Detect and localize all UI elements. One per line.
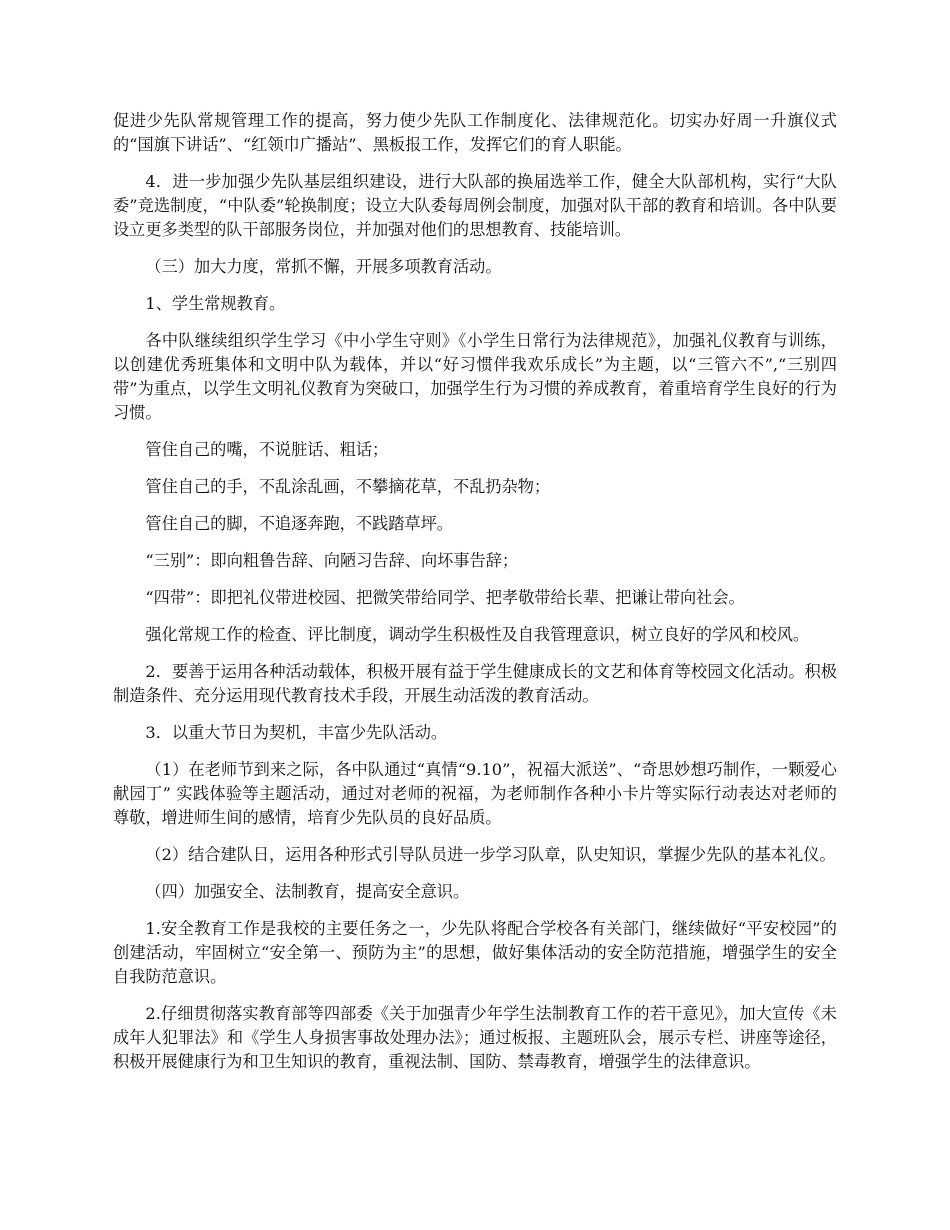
- section-heading-3: （三）加大力度，常抓不懈，开展多项教育活动。: [145, 257, 502, 276]
- paragraph-safety-1: 1.安全教育工作是我校的主要任务之一，少先队将配合学校各有关部门，继续做好“平安校园”的创建活动，牢固树立“安全第一、预防为主”的思想，做好集体活动的安全防范措施，增强学生的安全自我防范意识。: [113, 919, 837, 986]
- paragraph-founding-day: （2）结合建队日，运用各种形式引导队员进一步学习队章，队史知识，掌握少先队的基本礼仪。: [145, 845, 836, 864]
- paragraph-item-2-activities: 2．要善于运用各种活动载体，积极开展有益于学生健康成长的文艺和体育等校园文化活动。积极制造条件、充分运用现代教育技术手段，开展生动活泼的教育活动。: [113, 662, 837, 705]
- rule-feet: 管住自己的脚，不追逐奔跑，不践踏草坪。: [145, 514, 453, 533]
- paragraph-teachers-day: （1）在老师节到来之际，各中队通过“真情“9.10”，祝福大派送”、“奇思妙想巧制作，一颗爱心献园丁” 实践体验等主题活动，通过对老师的祝福，为老师制作各种小卡片等实际行动表达对老师的尊敬，增进师生间的感情，培育少先队员的良好品质。: [113, 760, 837, 827]
- paragraph-item-4: 4．进一步加强少先队基层组织建设，进行大队部的换届选举工作，健全大队部机构，实行“大队委”竞选制度，“中队委”轮换制度；设立大队委每周例会制度，加强对队干部的教育和培训。各中队要设立更多类型的队干部服务岗位，并加强对他们的思想教育、技能培训。: [113, 172, 837, 239]
- paragraph-item-3-festivals: 3．以重大节日为契机，丰富少先队活动。: [145, 723, 448, 742]
- rule-mouth: 管住自己的嘴，不说脏话、粗话；: [145, 440, 389, 459]
- paragraph-inspection: 强化常规工作的检查、评比制度，调动学生积极性及自我管理意识，树立良好的学风和校风。: [145, 625, 810, 644]
- paragraph-continuation: 促进少先队常规管理工作的提高，努力使少先队工作制度化、法律规范化。切实办好周一升旗仪式的“国旗下讲话”、“红领巾广播站”、黑板报工作，发挥它们的育人职能。: [113, 111, 837, 154]
- subheading-student-routine: 1、学生常规教育。: [145, 294, 286, 313]
- rule-three-farewells: “三别”：即向粗鲁告辞、向陋习告辞、向坏事告辞；: [145, 551, 519, 570]
- section-heading-4: （四）加强安全、法制教育，提高安全意识。: [145, 882, 470, 901]
- paragraph-etiquette-education: 各中队继续组织学生学习《中小学生守则》《小学生日常行为法律规范》，加强礼仪教育与训练，以创建优秀班集体和文明中队为载体，并以“好习惯伴我欢乐成长”为主题，以“三管六不”,“三别四带”为重点，以学生文明礼仪教育为突破口，加强学生行为习惯的养成教育，着重培育学生良好的行为习惯。: [113, 331, 837, 422]
- rule-four-brings: “四带”：即把礼仪带进校园、把微笑带给同学、把孝敬带给长辈、把谦让带向社会。: [145, 588, 745, 607]
- paragraph-legal-2: 2.仔细贯彻落实教育部等四部委《关于加强青少年学生法制教育工作的若干意见》，加大宣传《未成年人犯罪法》和《学生人身损害事故处理办法》；通过板报、主题班队会，展示专栏、讲座等途径，积极开展健康行为和卫生知识的教育，重视法制、国防、禁毒教育，增强学生的法律意识。: [113, 1004, 837, 1071]
- rule-hands: 管住自己的手，不乱涂乱画，不攀摘花草，不乱扔杂物；: [145, 477, 551, 496]
